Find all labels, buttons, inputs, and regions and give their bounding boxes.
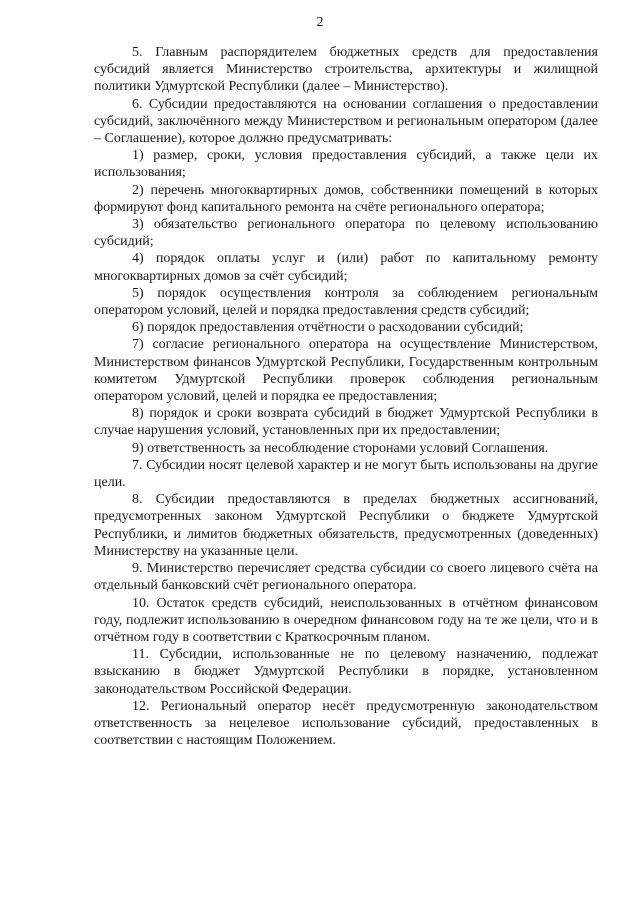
document-body — [94, 44, 598, 749]
subitem-9: 9) ответственность за несоблюдение сторонами условий Соглашения. — [132, 440, 549, 456]
paragraph-item-10: 10. Остаток средств субсидий, неиспользованных в отчётном финансовом году, подлежит использованию в очередном финансовом году на те же цели, что и в отчётном году в соответствии с Краткосрочным планом. — [94, 595, 598, 645]
page-number: 2 — [316, 15, 324, 30]
paragraph-item-8: 8. Субсидии предоставляются в пределах бюджетных ассигнований, предусмотренных законом Удмуртской Республики о бюджете Удмуртской Республики, и лимитов бюджетных обязательств, предусмотренных (доведенных) Министерству на указанные цели. — [94, 492, 598, 559]
subitem-8: 8) порядок и сроки возврата субсидий в бюджет Удмуртской Республики в случае нарушения условий, установленных при их предоставлении; — [94, 406, 598, 439]
paragraph-item-11: 11. Субсидии, использованные не по целевому назначению, подлежат взысканию в бюджет Удмуртской Республики в порядке, установленном законодательством Российской Федерации. — [94, 647, 598, 697]
subitem-1: 1) размер, сроки, условия предоставления субсидий, а также цели их использования; — [94, 148, 598, 181]
subitem-4: 4) порядок оплаты услуг и (или) работ по капитальному ремонту многоквартирных домов за счёт субсидий; — [94, 251, 598, 284]
subitem-2: 2) перечень многоквартирных домов, собственники помещений в которых формируют фонд капитального ремонта на счёте регионального оператора; — [94, 182, 598, 215]
paragraph-item-12: 12. Региональный оператор несёт предусмотренную законодательством ответственность за нецелевое использование субсидий, предоставленных в соответствии с настоящим Положением. — [94, 698, 598, 749]
paragraph-item-7: 7. Субсидии носят целевой характер и не могут быть использованы на другие цели. — [94, 457, 598, 491]
subitem-7: 7) согласие регионального оператора на осуществление Министерством, Министерством финансов Удмуртской Республики, Государственным контрольным комитетом Удмуртской Республики проверок соблюдения региональным оператором условий, целей и порядка ее предоставления; — [94, 337, 598, 405]
subitem-6: 6) порядок предоставления отчётности о расходовании субсидий; — [132, 320, 524, 336]
subitem-5: 5) порядок осуществления контроля за соблюдением региональным оператором условий, целей и порядка предоставления средств субсидий; — [94, 285, 598, 319]
paragraph-item-9: 9. Министерство перечисляет средства субсидии со своего лицевого счёта на отдельный банковский счёт регионального оператора. — [94, 561, 598, 594]
subitem-3: 3) обязательство регионального оператора по целевому использованию субсидий; — [94, 217, 598, 250]
paragraph-item-6: 6. Субсидии предоставляются на основании соглашения о предоставлении субсидий, заключённого между Министерством и региональным оператором (далее – Соглашение), которое должно предусматривать: — [94, 96, 598, 147]
paragraph-item-5: 5. Главным распорядителем бюджетных средств для предоставления субсидий является Министерство строительства, архитектуры и жилищной политики Удмуртской Республики (далее – Министерство). — [94, 45, 598, 95]
